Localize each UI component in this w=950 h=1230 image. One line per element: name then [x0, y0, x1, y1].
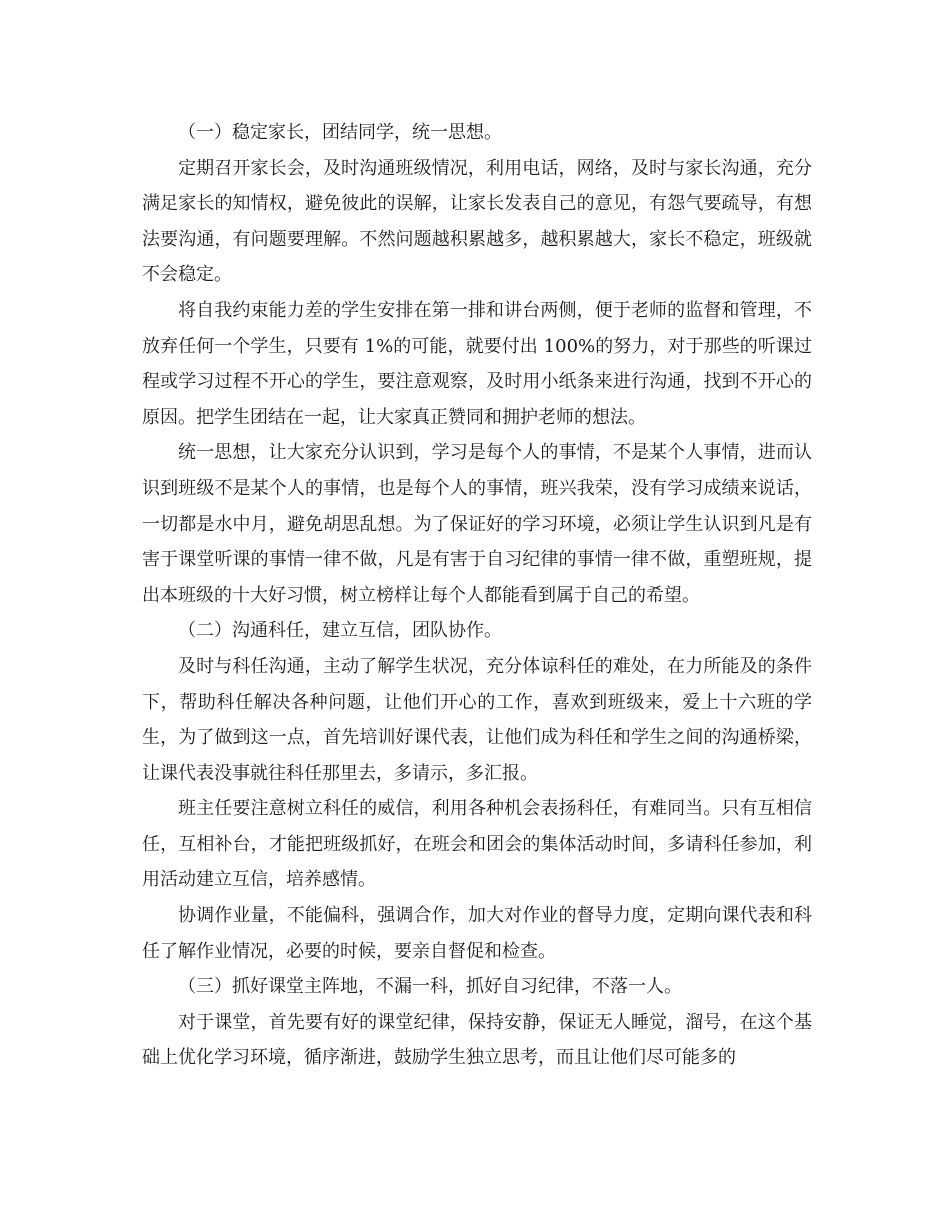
paragraph: 定期召开家长会，及时沟通班级情况，利用电话，网络，及时与家长沟通，充分满足家长的知情权，避免彼此的误解，让家长发表自己的意见，有怨气要疏导，有想法要沟通，有问题要理解。不然问题越积累越多，越积累越大，家长不稳定，班级就不会稳定。 — [142, 157, 812, 286]
paragraph: 对于课堂，首先要有好的课堂纪律，保持安静，保证无人睡觉，溜号，在这个基础上优化学习环境，循序渐进，鼓励学生独立思考，而且让他们尽可能多的 — [142, 1011, 812, 1069]
paragraph: 统一思想，让大家充分认识到，学习是每个人的事情，不是某个人事情，进而认识到班级不是某个人的事情，也是每个人的事情，班兴我荣，没有学习成绩来说话，一切都是水中月，避免胡思乱想。为了保证好的学习环境，必须让学生认识到凡是有害于课堂听课的事情一律不做，凡是有害于自习纪律的事情一律不做，重塑班规，提出本班级的十大好习惯，树立榜样让每个人都能看到属于自己的希望。 — [142, 442, 812, 606]
paragraph: 及时与科任沟通，主动了解学生状况，充分体谅科任的难处，在力所能及的条件下，帮助科任解决各种问题，让他们开心的工作，喜欢到班级来，爱上十六班的学生，为了做到这一点，首先培训好课代表，让他们成为科任和学生之间的沟通桥梁，让课代表没事就往科任那里去，多请示，多汇报。 — [142, 655, 812, 784]
section-heading-2: （二）沟通科任，建立互信，团队协作。 — [178, 620, 502, 642]
paragraph: 协调作业量，不能偏科，强调合作，加大对作业的督导力度，定期向课代表和科任了解作业情况，必要的时候，要亲自督促和检查。 — [142, 905, 812, 962]
section-heading-1: （一）稳定家长，团结同学，统一思想。 — [178, 122, 502, 143]
paragraph: 班主任要注意树立科任的威信，利用各种机会表扬科任，有难同当。只有互相信任，互相补台，才能把班级抓好，在班会和团会的集体活动时间，多请科任参加，利用活动建立互信，培养感情。 — [142, 798, 812, 891]
document-page — [142, 115, 812, 1076]
paragraph: 将自我约束能力差的学生安排在第一排和讲台两侧，便于老师的监督和管理，不放弃任何一个学生，只要有 1%的可能，就要付出 100%的努力，对于那些的听课过程或学习过程不开心的学生，要注意观察，及时用小纸条来进行沟通，找到不开心的原因。把学生团结在一起，让大家真正赞同和拥护老师的想法。 — [142, 299, 812, 428]
section-heading-3: （三）抓好课堂主阵地，不漏一科，抓好自习纪律，不落一人。 — [178, 976, 682, 998]
